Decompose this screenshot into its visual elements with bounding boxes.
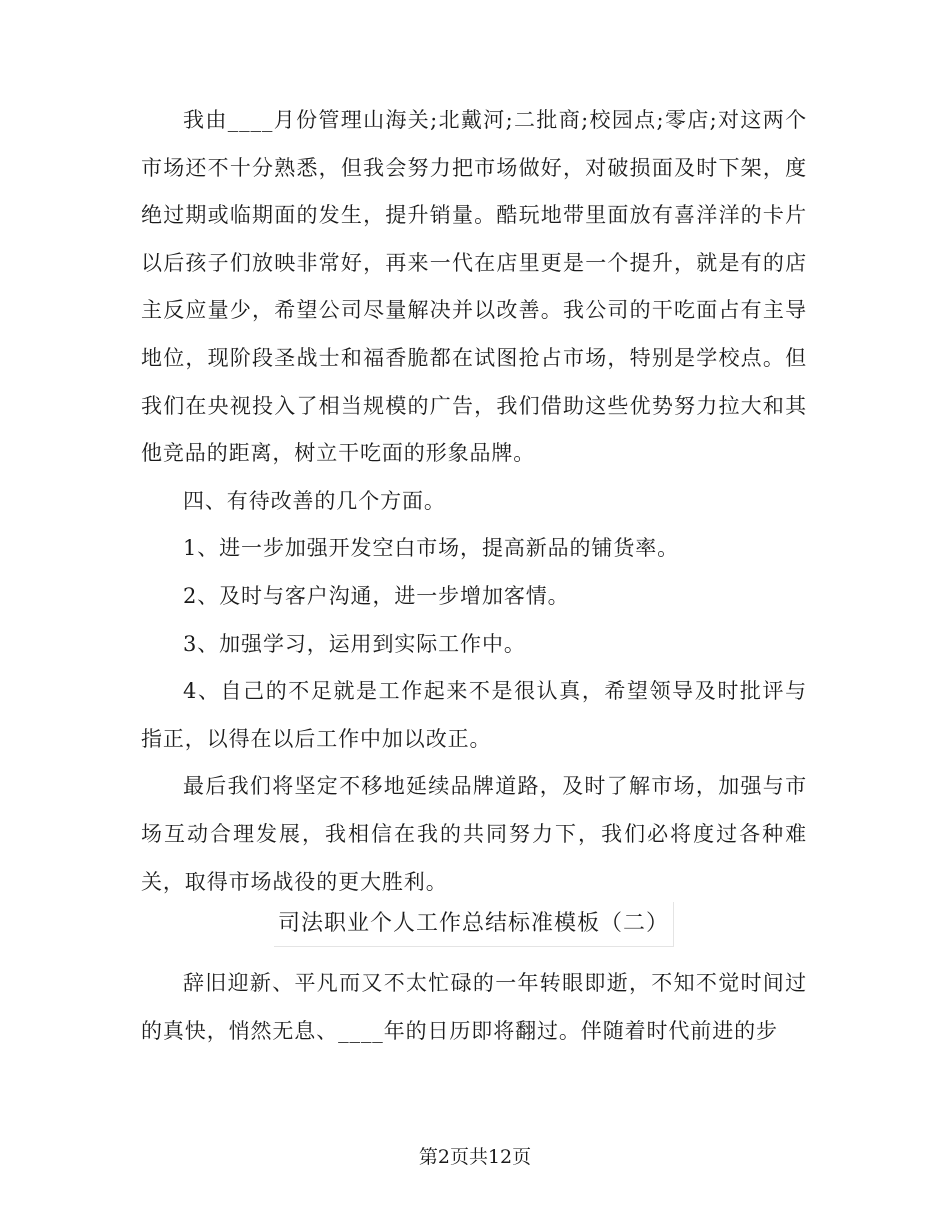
- body-text-top: [141, 97, 807, 906]
- paragraph-market-management: 我由____月份管理山海关;北戴河;二批商;校园点;零店;对这两个市场还不十分熟悉，但我会努力把市场做好，对破损面及时下架，度绝过期或临期面的发生，提升销量。酷玩地带里面放有喜洋洋的卡片以后孩子们放映非常好，再来一代在店里更是一个提升，就是有的店主反应量少，希望公司尽量解决并以改善。我公司的干吃面占有主导地位，现阶段圣战士和福香脆都在试图抢占市场，特别是学校点。但我们在央视投入了相当规模的广告，我们借助这些优势努力拉大和其他竞品的距离，树立干吃面的形象品牌。: [141, 108, 807, 466]
- body-text-bottom: [141, 960, 807, 1055]
- page-number-footer: 第2页共12页: [418, 1146, 532, 1168]
- paragraph-improvement-heading: 四、有待改善的几个方面。: [183, 488, 446, 513]
- section-heading-wrap: [141, 902, 807, 947]
- paragraph-item-1: 1、进一步加强开发空白市场，提高新品的铺货率。: [183, 536, 680, 561]
- paragraph-new-year-intro: 辞旧迎新、平凡而又不太忙碌的一年转眼即逝，不知不觉时间过的真快，悄然无息、____年的日历即将翻过。伴随着时代前进的步: [141, 971, 807, 1043]
- section-heading: 司法职业个人工作总结标准模板（二）: [274, 902, 674, 947]
- paragraph-item-2: 2、及时与客户沟通，进一步增加客情。: [183, 583, 570, 608]
- paragraph-item-4: 4、自己的不足就是工作起来不是很认真，希望领导及时批评与指正，以得在以后工作中加以改正。: [141, 679, 807, 751]
- paragraph-item-3: 3、加强学习，运用到实际工作中。: [183, 631, 526, 656]
- paragraph-conclusion: 最后我们将坚定不移地延续品牌道路，及时了解市场，加强与市场互动合理发展，我相信在我的共同努力下，我们必将度过各种难关，取得市场战役的更大胜利。: [141, 774, 807, 894]
